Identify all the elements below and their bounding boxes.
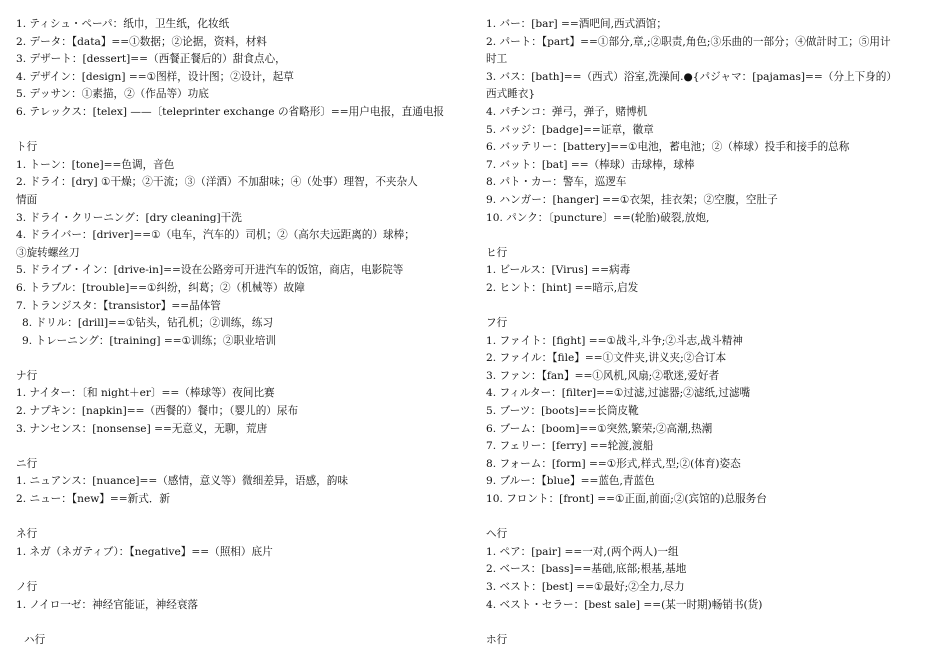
entry-line: 9. トレーニング：[training] ==①训练；②职业培训 bbox=[22, 334, 276, 347]
entry-line: 时工 bbox=[486, 53, 508, 66]
section-heading: ホ行 bbox=[486, 633, 508, 646]
entry-line: 5. ブーツ：[boots]==长筒皮靴 bbox=[486, 405, 639, 418]
entry-line: 4. デザイン：[design] ==①图样，设计图；②设计，起草 bbox=[16, 70, 294, 83]
section-gap bbox=[16, 350, 471, 368]
section-gap bbox=[16, 614, 471, 632]
section-heading: ヘ行 bbox=[486, 528, 508, 541]
entry-line: 3. ナンセンス：[nonsense] ==无意义，无聊，荒唐 bbox=[16, 422, 268, 435]
entry-line: 6. ブーム：[boom]==①突然,繁荣;②高潮,热潮 bbox=[486, 422, 713, 435]
entry-line: 7. フェリー：[ferry] ==轮渡,渡船 bbox=[486, 440, 654, 453]
section-gap bbox=[486, 298, 941, 316]
section-gap bbox=[486, 614, 941, 632]
entry-line: 2. ヒント：[hint] ==暗示,启发 bbox=[486, 281, 639, 294]
section-heading: ナ行 bbox=[16, 369, 38, 382]
entry-line: 3. ドライ・クリーニング：[dry cleaning]干洗 bbox=[16, 211, 242, 224]
section-gap bbox=[486, 509, 941, 527]
entry-line: 1. ノイロ一ゼ：神经官能证，神经衰落 bbox=[16, 598, 199, 611]
section-gap bbox=[16, 509, 471, 527]
section-gap bbox=[486, 227, 941, 245]
left-column bbox=[16, 16, 471, 649]
entry-line: 4. パチンコ：弹弓，弹子，赌博机 bbox=[486, 105, 648, 118]
entry-line: 9. ブルー：【blue】==蓝色,青蓝色 bbox=[486, 475, 655, 488]
entry-line: 9. ハンガー：[hanger] ==①衣架，挂衣架；②空腹，空肚子 bbox=[486, 193, 778, 206]
entry-line: 5. デッサン：①素描，②（作品等）功底 bbox=[16, 88, 209, 101]
section-heading: ヒ行 bbox=[486, 246, 508, 259]
entry-line: 1. トーン：[tone]==色调，音色 bbox=[16, 158, 175, 171]
entry-line: 2. データ：【data】==①数据；②论据，资料，材料 bbox=[16, 35, 267, 48]
section-heading: ニ行 bbox=[16, 457, 38, 470]
entry-line: 6. バッテリー：[battery]==①电池，蓄电池；②（棒球）投手和接手的总称 bbox=[486, 141, 850, 154]
section-heading: ハ行 bbox=[24, 633, 46, 646]
section-heading: ネ行 bbox=[16, 528, 38, 541]
entry-line: 6. トラブル：[trouble]==①纠纷，纠葛；②（机械等）故障 bbox=[16, 281, 305, 294]
section-heading: ノ行 bbox=[16, 581, 38, 593]
entry-line: 1. ナイター：〔和 night＋er〕==（棒球等）夜间比赛 bbox=[16, 387, 275, 400]
entry-line: 2. パート：【part】==①部分,章,;②职责,角色;③乐曲的一部分；④做計时工；⑤用计 bbox=[486, 35, 891, 48]
entry-line: 8. ドリル：[drill]==①钻头，钻孔机；②训练，练习 bbox=[22, 317, 274, 330]
section-heading: ト行 bbox=[16, 141, 38, 154]
entry-line: 7. トランジスタ：【transistor】==晶体管 bbox=[16, 299, 221, 312]
entry-line: 1. ペア：[pair] ==一对,(两个两人)一组 bbox=[486, 545, 679, 558]
entry-line: 情面 bbox=[16, 193, 38, 206]
entry-line: 西式睡衣} bbox=[486, 88, 536, 101]
entry-line: 2. ファイル：【file】==①文件夹,讲义夹;②合订本 bbox=[486, 352, 727, 365]
entry-line: 10. フロント：[front] ==①正面,前面;②(宾馆的)总服务台 bbox=[486, 493, 767, 506]
entry-line: 2. ベース：[bass]==基础,底部;根基,基地 bbox=[486, 563, 687, 576]
entry-line: 2. ニュー：【new】==新式．新 bbox=[16, 493, 171, 506]
entry-line: 7. バット：[bat] ==（棒球）击球棒，球棒 bbox=[486, 158, 695, 171]
section-heading: フ行 bbox=[486, 317, 508, 330]
entry-line: 2. ドライ：[dry] ①干燥；②干流；③（洋酒）不加甜味；④（处事）理智，不夹杂人 bbox=[16, 176, 418, 189]
right-column bbox=[486, 16, 941, 649]
entry-line: 4. ドライバー：[driver]==①（电车，汽车的）司机；②（高尔夫远距离的）球棒； bbox=[16, 229, 415, 242]
section-gap bbox=[16, 561, 471, 579]
entry-line: 1. ティシュ・ペーパ：纸巾，卫生纸，化妆纸 bbox=[16, 18, 230, 30]
section-gap bbox=[16, 122, 471, 140]
section-gap bbox=[16, 438, 471, 456]
entry-line: 3. ファン：【fan】==①风机,风扇;②歌迷,爱好者 bbox=[486, 369, 720, 382]
entry-line: 5. ドライブ・イン：[drive-in]==设在公路旁可开进汽车的饭馆，商店，电影院等 bbox=[16, 264, 404, 277]
entry-line: 1. ファイト：[fight] ==①战斗,斗争;②斗志,战斗精神 bbox=[486, 334, 743, 347]
entry-line: 6. テレックス：[telex] ——〔teleprinter exchange の省略形〕==用户电报，直通电报 bbox=[16, 105, 445, 118]
entry-line: 4. ベスト・セラー：[best sale] ==(某一时期)畅销书(货) bbox=[486, 598, 763, 611]
entry-line: 8. パト・カー：警车，巡逻车 bbox=[486, 176, 627, 189]
entry-line: 4. フィルター：[filter]==①过滤,过滤器;②滤纸,过滤嘴 bbox=[486, 387, 751, 400]
entry-line: 1. ネガ（ネガティブ）：【negative】==（照相）底片 bbox=[16, 545, 273, 558]
entry-line: 1. バー：[bar] ==酒吧间,西式酒馆； bbox=[486, 18, 667, 30]
entry-line: 3. ベスト：[best] ==①最好;②全力,尽力 bbox=[486, 581, 685, 593]
entry-line: 1. ニュアンス：[nuance]==（感情，意义等）微细差异，语感，韵味 bbox=[16, 475, 348, 488]
entry-line: ③旋转螺丝刀 bbox=[16, 246, 80, 259]
entry-line: 10. パンク：〔puncture〕==(轮胎)破裂,放炮, bbox=[486, 211, 710, 224]
entry-line: 1. ビールス：[Virus] ==病毒 bbox=[486, 264, 631, 277]
entry-line: 5. バッジ：[badge]==证章，徽章 bbox=[486, 123, 654, 136]
entry-line: 2. ナプキン：[napkin]==（西餐的）餐巾；（婴儿的）尿布 bbox=[16, 405, 299, 418]
entry-line: 3. バス：[bath]==（西式）浴室,洗澡间.●{パジャマ：[pajamas]==（分上下身的） bbox=[486, 70, 897, 83]
entry-line: 3. デザート：[dessert]==（西餐正餐后的）甜食点心， bbox=[16, 53, 286, 66]
entry-line: 8. フォーム：[form] ==①形式,样式,型;②(体育)姿态 bbox=[486, 457, 741, 470]
